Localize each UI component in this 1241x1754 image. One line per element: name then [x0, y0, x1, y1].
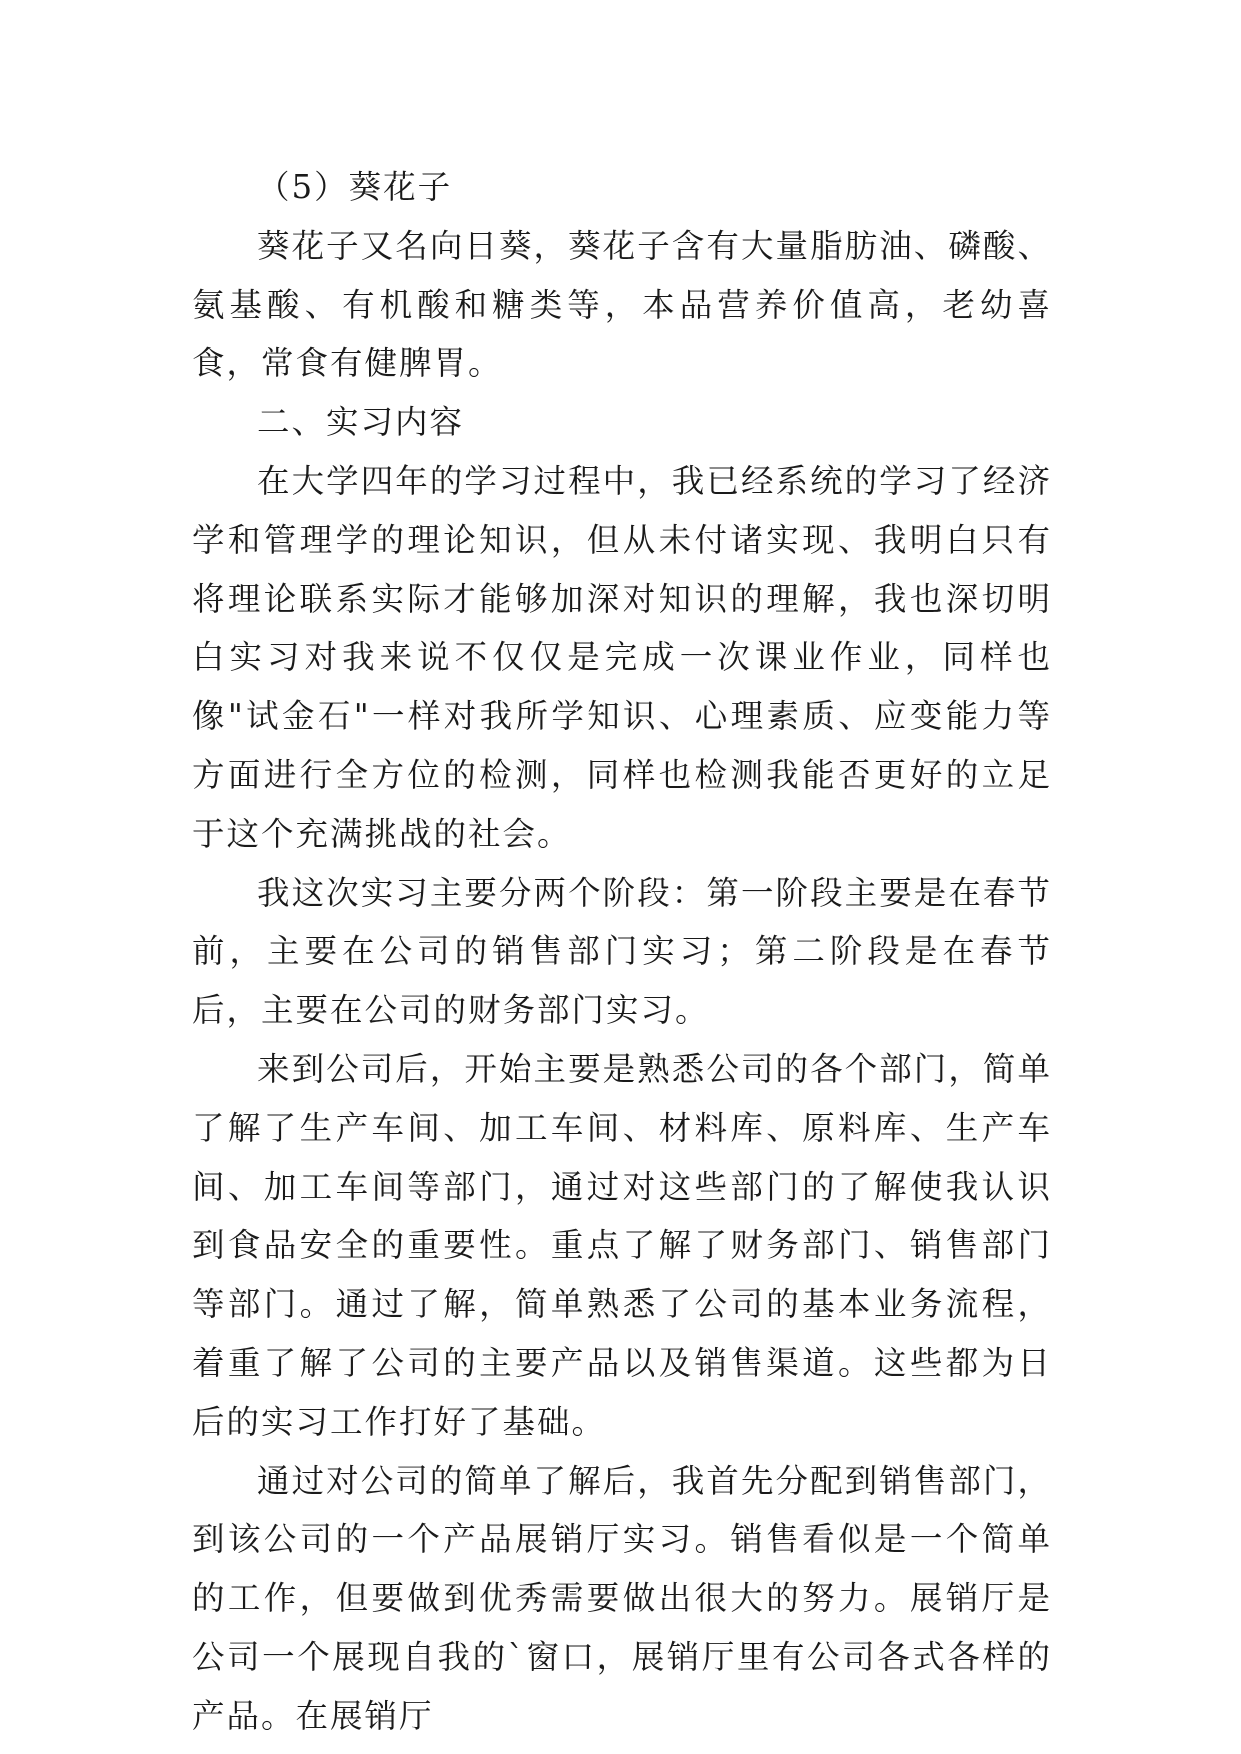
document-body — [192, 158, 1052, 1746]
paragraph-company-familiarization: 来到公司后，开始主要是熟悉公司的各个部门，简单了解了生产车间、加工车间、材料库、原料库、生产车间、加工车间等部门，通过对这些部门的了解使我认识到食品安全的重要性。重点了解了财务部门、销售部门等部门。通过了解，简单熟悉了公司的基本业务流程，着重了解了公司的主要产品以及销售渠道。这些都为日后的实习工作打好了基础。 — [192, 1049, 1052, 1441]
section-heading-internship-content: 二、实习内容 — [257, 403, 465, 442]
paragraph-sales-department: 通过对公司的简单了解后，我首先分配到销售部门，到该公司的一个产品展销厅实习。销售看似是一个简单的工作，但要做到优秀需要做出很大的努力。展销厅是公司一个展现自我的`窗口，展销厅里有公司各式各样的产品。在展销厅 — [192, 1461, 1052, 1735]
section-heading-sunflower-seeds: （5）葵花子 — [257, 168, 453, 206]
paragraph-sunflower-seeds: 葵花子又名向日葵，葵花子含有大量脂肪油、磷酸、氨基酸、有机酸和糖类等，本品营养价值高，老幼喜食，常食有健脾胃。 — [192, 226, 1052, 383]
paragraph-internship-stages: 我这次实习主要分两个阶段：第一阶段主要是在春节前，主要在公司的销售部门实习；第二阶段是在春节后，主要在公司的财务部门实习。 — [192, 873, 1052, 1030]
paragraph-internship-intro: 在大学四年的学习过程中，我已经系统的学习了经济学和管理学的理论知识，但从未付诸实现、我明白只有将理论联系实际才能够加深对知识的理解，我也深切明白实习对我来说不仅仅是完成一次课业作业，同样也像"试金石"一样对我所学知识、心理素质、应变能力等方面进行全方位的检测，同样也检测我能否更好的立足于这个充满挑战的社会。 — [192, 461, 1052, 853]
